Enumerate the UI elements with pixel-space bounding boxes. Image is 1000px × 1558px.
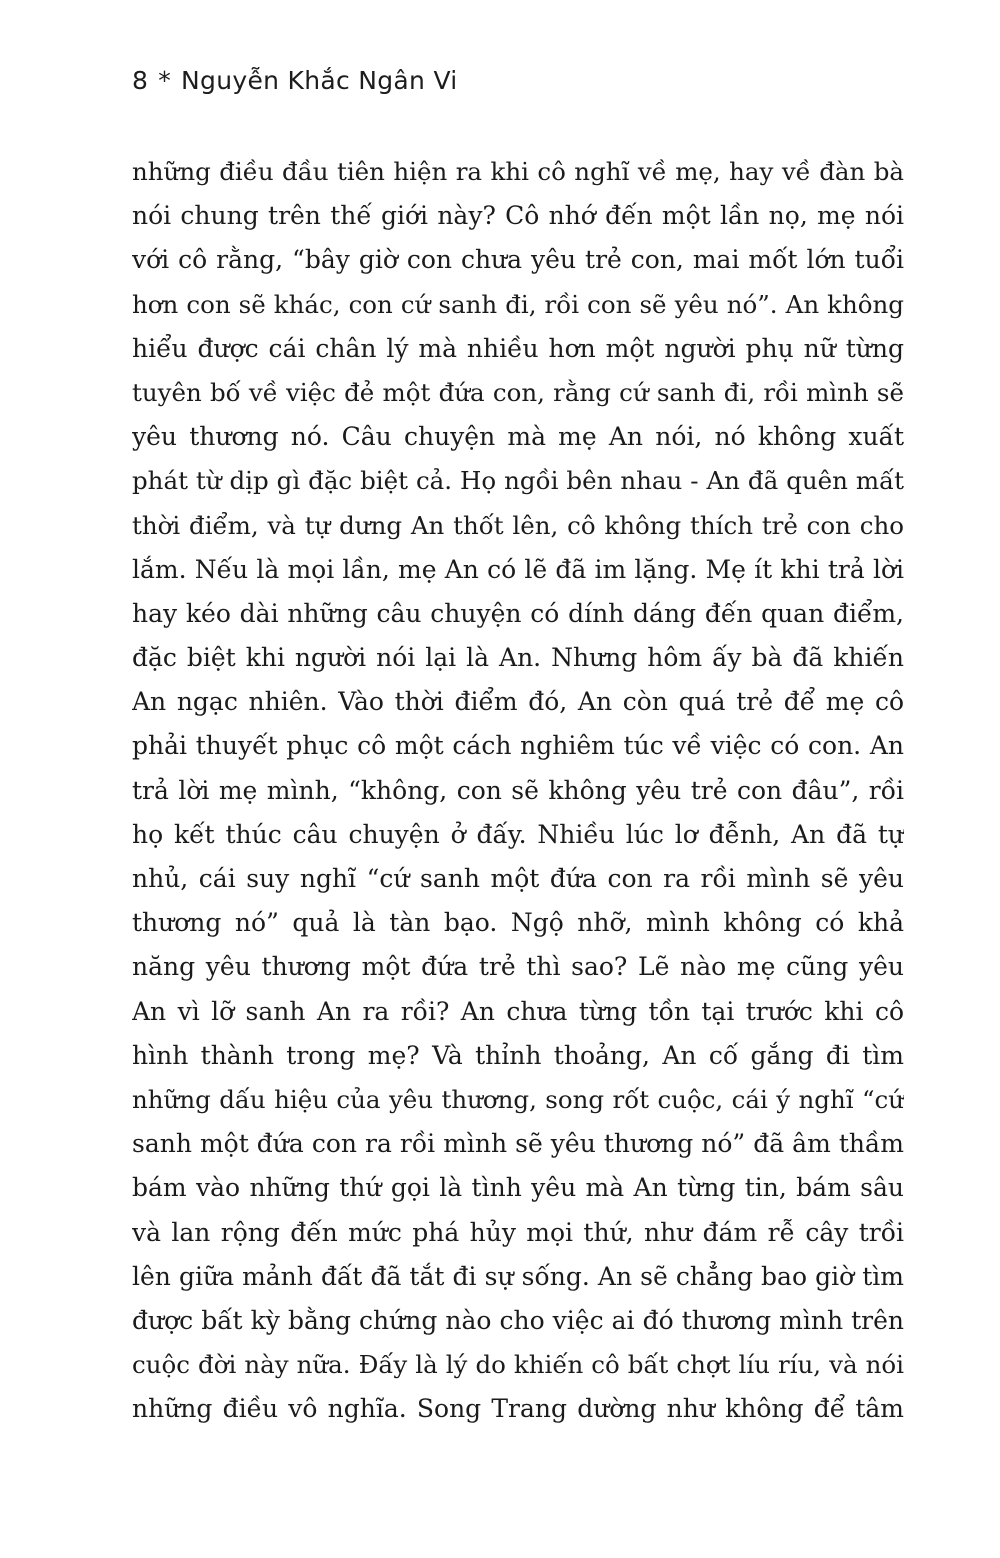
text-line: những điều vô nghĩa. Song Trang dường như không để tâm	[132, 1394, 904, 1424]
running-header	[132, 66, 458, 95]
text-line: đặc biệt khi người nói lại là An. Nhưng hôm ấy bà đã khiến	[132, 643, 904, 673]
text-line: An vì lỡ sanh An ra rồi? An chưa từng tồn tại trước khi cô	[132, 996, 904, 1026]
author-name: Nguyễn Khắc Ngân Vi	[181, 66, 458, 95]
text-line: nói chung trên thế giới này? Cô nhớ đến một lần nọ, mẹ nói	[132, 201, 904, 231]
text-line: những điều đầu tiên hiện ra khi cô nghĩ về mẹ, hay về đàn bà	[132, 157, 904, 186]
text-line: và lan rộng đến mức phá hủy mọi thứ, như đám rễ cây trồi	[132, 1217, 904, 1247]
text-line: trả lời mẹ mình, “không, con sẽ không yêu trẻ con đâu”, rồi	[132, 775, 904, 805]
text-line: những dấu hiệu của yêu thương, song rốt cuộc, cái ý nghĩ “cứ	[132, 1084, 904, 1114]
body-text	[132, 150, 904, 1431]
text-line: phát từ dịp gì đặc biệt cả. Họ ngồi bên nhau - An đã quên mất	[132, 466, 904, 496]
header-separator: *	[158, 66, 172, 95]
text-line: hình thành trong mẹ? Và thỉnh thoảng, An cố gắng đi tìm	[132, 1040, 904, 1070]
text-line: hiểu được cái chân lý mà nhiều hơn một người phụ nữ từng	[132, 333, 904, 363]
text-line: yêu thương nó. Câu chuyện mà mẹ An nói, nó không xuất	[132, 422, 904, 452]
text-line: hay kéo dài những câu chuyện có dính dáng đến quan điểm,	[132, 598, 904, 628]
text-line: nhủ, cái suy nghĩ “cứ sanh một đứa con ra rồi mình sẽ yêu	[132, 864, 904, 893]
text-line: thương nó” quả là tàn bạo. Ngộ nhỡ, mình không có khả	[132, 908, 904, 938]
text-line: lên giữa mảnh đất đã tắt đi sự sống. An sẽ chẳng bao giờ tìm	[132, 1261, 904, 1291]
text-line: năng yêu thương một đứa trẻ thì sao? Lẽ nào mẹ cũng yêu	[132, 952, 904, 982]
text-line: lắm. Nếu là mọi lần, mẹ An có lẽ đã im lặng. Mẹ ít khi trả lời	[132, 554, 904, 584]
text-line: An ngạc nhiên. Vào thời điểm đó, An còn quá trẻ để mẹ cô	[132, 687, 904, 717]
text-line: cuộc đời này nữa. Đấy là lý do khiến cô bất chợt líu ríu, và nói	[132, 1350, 904, 1380]
text-line: thời điểm, và tự dưng An thốt lên, cô không thích trẻ con cho	[132, 510, 904, 540]
text-line: bám vào những thứ gọi là tình yêu mà An từng tin, bám sâu	[132, 1173, 904, 1203]
text-line: được bất kỳ bằng chứng nào cho việc ai đó thương mình trên	[132, 1305, 904, 1335]
text-line: phải thuyết phục cô một cách nghiêm túc về việc có con. An	[132, 731, 904, 761]
text-line: họ kết thúc câu chuyện ở đấy. Nhiều lúc lơ đễnh, An đã tự	[132, 819, 904, 849]
text-line: hơn con sẽ khác, con cứ sanh đi, rồi con sẽ yêu nó”. An không	[132, 289, 904, 319]
text-line: với cô rằng, “bây giờ con chưa yêu trẻ con, mai mốt lớn tuổi	[132, 245, 904, 275]
text-line: sanh một đứa con ra rồi mình sẽ yêu thương nó” đã âm thầm	[132, 1129, 904, 1159]
text-line: tuyên bố về việc đẻ một đứa con, rằng cứ sanh đi, rồi mình sẽ	[132, 377, 904, 407]
page-number: 8	[132, 66, 149, 95]
